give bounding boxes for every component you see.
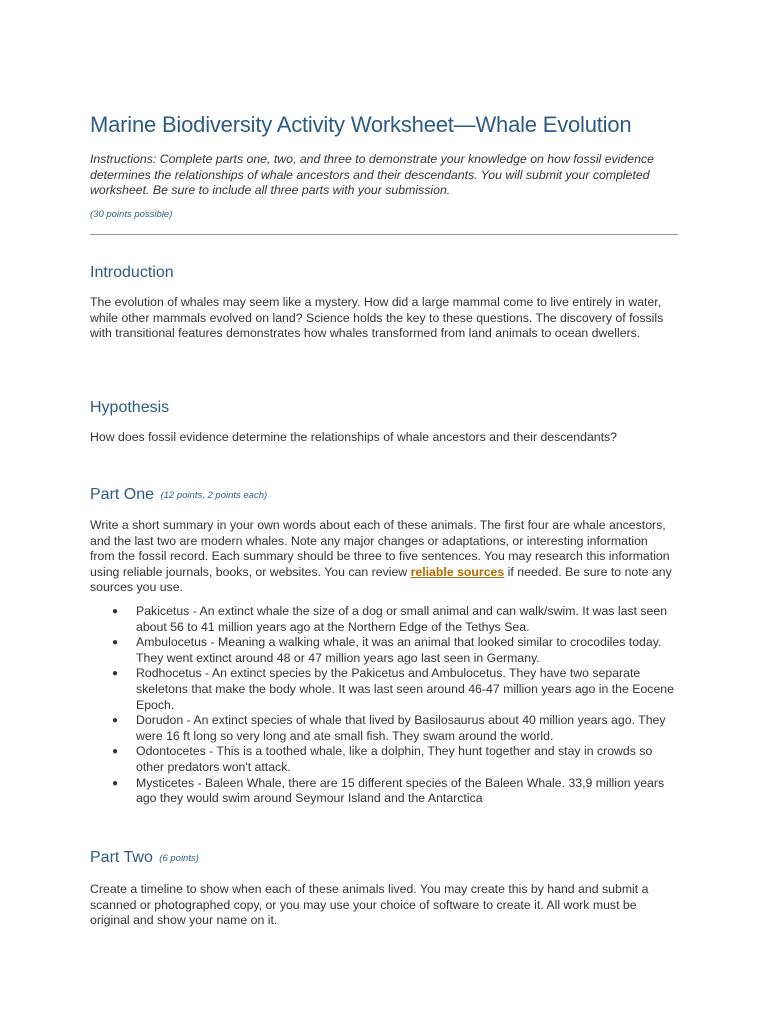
bullet-icon: ● <box>112 777 119 789</box>
part-one-points: (12 points, 2 points each) <box>160 490 268 501</box>
bullet-icon: ● <box>112 746 119 758</box>
list-item <box>110 713 680 744</box>
list-item-text: Mysticetes - Baleen Whale, there are 15 different species of the Baleen Whale. 33,9 million years ago they would swim around Seymour Island and the Antarctica <box>136 775 665 806</box>
total-points-note: (30 points possible) <box>90 209 173 220</box>
reliable-sources-link[interactable]: reliable sources <box>410 564 505 579</box>
page-title: Marine Biodiversity Activity Worksheet—Whale Evolution <box>90 112 632 137</box>
list-item <box>110 635 680 666</box>
bullet-icon: ● <box>112 715 119 727</box>
part-one-text-before-link: Write a short summary in your own words about each of these animals. The first four are whale ancestors, and the last two are modern whales. Note any major changes or adaptations, or interesting information from the fossil record. Each summary should be three to five sentences. You may research this information using reliable journals, books, or websites. You can review <box>90 518 670 579</box>
list-item-text: Ambulocetus - Meaning a walking whale, it was an animal that looked similar to crocodiles today. They went extinct around 48 or 47 million years ago last seen in Germany. <box>136 635 662 665</box>
part-one-heading <box>90 486 267 504</box>
horizontal-divider <box>90 234 678 235</box>
list-item <box>110 776 680 807</box>
part-one-instructions <box>90 518 672 596</box>
part-one-text-after-link: if needed. Be sure to note any sources you use. <box>90 564 672 595</box>
bullet-icon: ● <box>112 668 119 680</box>
list-item-text: Pakicetus - An extinct whale the size of a dog or small animal and can walk/swim. It was last seen about 56 to 41 million years ago at the Northern Edge of the Tethys Sea. <box>136 604 668 634</box>
bullet-icon: ● <box>112 606 119 617</box>
list-item <box>110 666 680 713</box>
hypothesis-heading: Hypothesis <box>90 399 170 416</box>
animal-summary-list <box>110 604 680 807</box>
part-two-text: Create a timeline to show when each of these animals lived. You may create this by hand and submit a scanned or photographed copy, or you may use your choice of software to create it. All work must be original and show your name on it. <box>90 882 649 928</box>
introduction-heading: Introduction <box>90 264 174 281</box>
hypothesis-text: How does fossil evidence determine the relationships of whale ancestors and their descendants? <box>90 430 618 444</box>
instructions-text: Instructions: Complete parts one, two, and three to demonstrate your knowledge on how fossil evidence determines the relationships of whale ancestors and their descendants. You will submit your completed worksheet. Be sure to include all three parts with your submission. <box>90 152 654 197</box>
part-one-title: Part One <box>90 486 155 503</box>
list-item-text: Rodhocetus - An extinct species by the Pakicetus and Ambulocetus. They have two separate skeletons that make the body whole. It was last seen around 46-47 million years ago in the Eocene Epoch. <box>136 666 674 712</box>
part-two-points: (6 points) <box>159 853 199 864</box>
list-item-text: Odontocetes - This is a toothed whale, like a dolphin, They hunt together and stay in crowds so other predators won't attack. <box>136 744 653 774</box>
introduction-text: The evolution of whales may seem like a mystery. How did a large mammal come to live entirely in water, while other mammals evolved on land? Science holds the key to these questions. The discovery of fossils with transitional features demonstrates how whales transformed from land animals to ocean dwellers. <box>90 295 664 341</box>
bullet-icon: ● <box>112 637 119 649</box>
part-two-heading <box>90 849 199 867</box>
list-item <box>110 604 680 635</box>
part-two-title: Part Two <box>90 849 153 866</box>
list-item-text: Dorudon - An extinct species of whale that lived by Basilosaurus about 40 million years ago. They were 16 ft long so very long and ate small fish. They swam around the world. <box>136 713 666 743</box>
list-item <box>110 744 680 775</box>
